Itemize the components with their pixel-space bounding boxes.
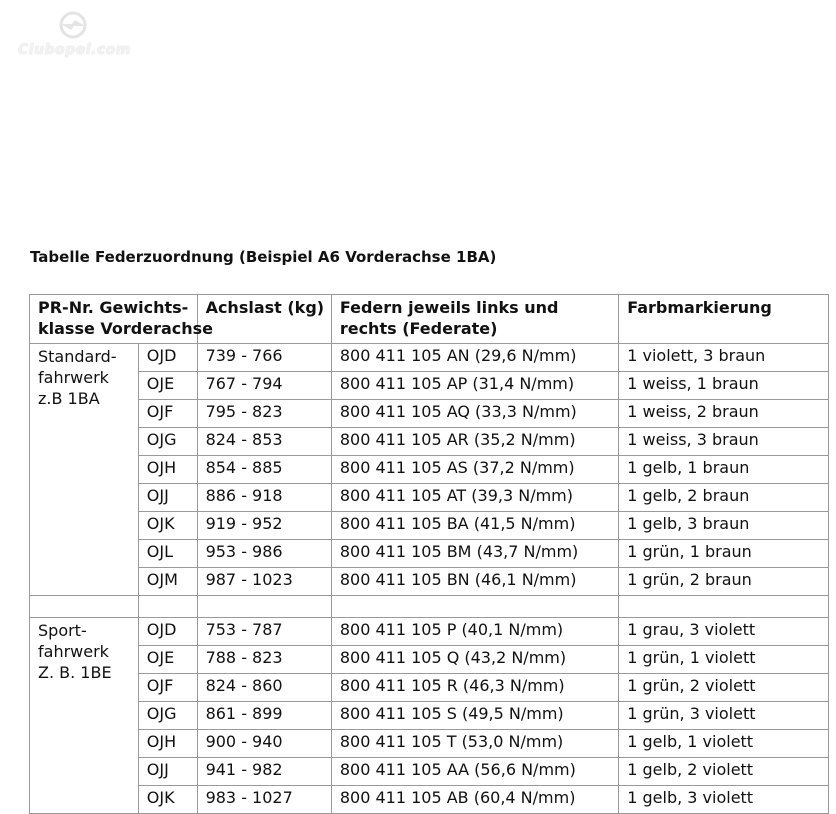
spring-part-cell: 800 411 105 AQ (33,3 N/mm) — [331, 400, 618, 428]
color-marking-cell: 1 weiss, 1 braun — [619, 372, 829, 400]
pr-code-cell: OJJ — [138, 758, 197, 786]
color-marking-cell: 1 violett, 3 braun — [619, 344, 829, 372]
pr-code-cell: OJH — [138, 730, 197, 758]
table-row — [30, 730, 829, 758]
spring-part-cell: 800 411 105 P (40,1 N/mm) — [331, 618, 618, 646]
axle-load-cell: 861 - 899 — [197, 702, 331, 730]
color-marking-cell: 1 gelb, 2 braun — [619, 484, 829, 512]
spring-part-cell: 800 411 105 AP (31,4 N/mm) — [331, 372, 618, 400]
pr-code-cell: OJD — [138, 344, 197, 372]
table-row — [30, 428, 829, 456]
axle-load-cell: 854 - 885 — [197, 456, 331, 484]
header-pr-class: PR-Nr. Gewichts- klasse Vorderachse — [30, 295, 198, 344]
spring-part-cell: 800 411 105 AS (37,2 N/mm) — [331, 456, 618, 484]
empty-cell — [30, 596, 139, 618]
axle-load-cell: 919 - 952 — [197, 512, 331, 540]
spring-part-cell: 800 411 105 S (49,5 N/mm) — [331, 702, 618, 730]
pr-code-cell: OJK — [138, 512, 197, 540]
color-marking-cell: 1 grün, 2 braun — [619, 568, 829, 596]
spring-part-cell: 800 411 105 R (46,3 N/mm) — [331, 674, 618, 702]
watermark-text: Clubopel.com — [18, 42, 131, 58]
axle-load-cell: 941 - 982 — [197, 758, 331, 786]
table-caption: Tabelle Federzuordnung (Beispiel A6 Vorderachse 1BA) — [30, 248, 497, 266]
color-marking-cell: 1 grün, 1 violett — [619, 646, 829, 674]
table-row — [30, 484, 829, 512]
axle-load-cell: 767 - 794 — [197, 372, 331, 400]
table-row — [30, 372, 829, 400]
pr-code-cell: OJH — [138, 456, 197, 484]
pr-code-cell: OJK — [138, 786, 197, 814]
table-row — [30, 344, 829, 372]
pr-code-cell: OJG — [138, 428, 197, 456]
table-row — [30, 456, 829, 484]
color-marking-cell: 1 gelb, 1 violett — [619, 730, 829, 758]
spring-part-cell: 800 411 105 AT (39,3 N/mm) — [331, 484, 618, 512]
empty-cell — [331, 596, 618, 618]
spring-part-cell: 800 411 105 T (53,0 N/mm) — [331, 730, 618, 758]
chassis-group-label: Standard- fahrwerk z.B 1BA — [30, 344, 139, 596]
color-marking-cell: 1 grau, 3 violett — [619, 618, 829, 646]
color-marking-cell: 1 gelb, 1 braun — [619, 456, 829, 484]
table-row — [30, 540, 829, 568]
empty-cell — [197, 596, 331, 618]
axle-load-cell: 886 - 918 — [197, 484, 331, 512]
watermark — [14, 8, 131, 60]
opel-blitz-logo-icon — [58, 10, 88, 40]
chassis-group-label: Sport- fahrwerk Z. B. 1BE — [30, 618, 139, 814]
spring-part-cell: 800 411 105 Q (43,2 N/mm) — [331, 646, 618, 674]
color-marking-cell: 1 grün, 3 violett — [619, 702, 829, 730]
empty-cell — [619, 596, 829, 618]
table-row — [30, 646, 829, 674]
table-row — [30, 512, 829, 540]
color-marking-cell: 1 gelb, 3 violett — [619, 786, 829, 814]
table-row — [30, 758, 829, 786]
spring-part-cell: 800 411 105 AR (35,2 N/mm) — [331, 428, 618, 456]
pr-code-cell: OJJ — [138, 484, 197, 512]
spring-assignment-table — [29, 294, 829, 814]
spring-part-cell: 800 411 105 BA (41,5 N/mm) — [331, 512, 618, 540]
header-axle-load: Achslast (kg) — [197, 295, 331, 344]
pr-code-cell: OJF — [138, 400, 197, 428]
table-row — [30, 618, 829, 646]
pr-code-cell: OJE — [138, 372, 197, 400]
axle-load-cell: 739 - 766 — [197, 344, 331, 372]
spring-part-cell: 800 411 105 BM (43,7 N/mm) — [331, 540, 618, 568]
spring-part-cell: 800 411 105 AB (60,4 N/mm) — [331, 786, 618, 814]
color-marking-cell: 1 gelb, 3 braun — [619, 512, 829, 540]
header-color-marking: Farbmarkierung — [619, 295, 829, 344]
color-marking-cell: 1 weiss, 3 braun — [619, 428, 829, 456]
color-marking-cell: 1 gelb, 2 violett — [619, 758, 829, 786]
pr-code-cell: OJE — [138, 646, 197, 674]
axle-load-cell: 987 - 1023 — [197, 568, 331, 596]
table-row — [30, 702, 829, 730]
spacer-row — [30, 596, 829, 618]
pr-code-cell: OJG — [138, 702, 197, 730]
table-row — [30, 674, 829, 702]
pr-code-cell: OJM — [138, 568, 197, 596]
spring-part-cell: 800 411 105 AA (56,6 N/mm) — [331, 758, 618, 786]
axle-load-cell: 824 - 853 — [197, 428, 331, 456]
axle-load-cell: 788 - 823 — [197, 646, 331, 674]
table-row — [30, 568, 829, 596]
pr-code-cell: OJL — [138, 540, 197, 568]
axle-load-cell: 953 - 986 — [197, 540, 331, 568]
table-header-row — [30, 295, 829, 344]
spring-part-cell: 800 411 105 BN (46,1 N/mm) — [331, 568, 618, 596]
axle-load-cell: 795 - 823 — [197, 400, 331, 428]
axle-load-cell: 900 - 940 — [197, 730, 331, 758]
color-marking-cell: 1 grün, 1 braun — [619, 540, 829, 568]
axle-load-cell: 824 - 860 — [197, 674, 331, 702]
pr-code-cell: OJD — [138, 618, 197, 646]
axle-load-cell: 983 - 1027 — [197, 786, 331, 814]
table-row — [30, 400, 829, 428]
pr-code-cell: OJF — [138, 674, 197, 702]
header-springs: Federn jeweils links und rechts (Federate) — [331, 295, 618, 344]
axle-load-cell: 753 - 787 — [197, 618, 331, 646]
spring-part-cell: 800 411 105 AN (29,6 N/mm) — [331, 344, 618, 372]
empty-cell — [138, 596, 197, 618]
color-marking-cell: 1 weiss, 2 braun — [619, 400, 829, 428]
table-row — [30, 786, 829, 814]
color-marking-cell: 1 grün, 2 violett — [619, 674, 829, 702]
